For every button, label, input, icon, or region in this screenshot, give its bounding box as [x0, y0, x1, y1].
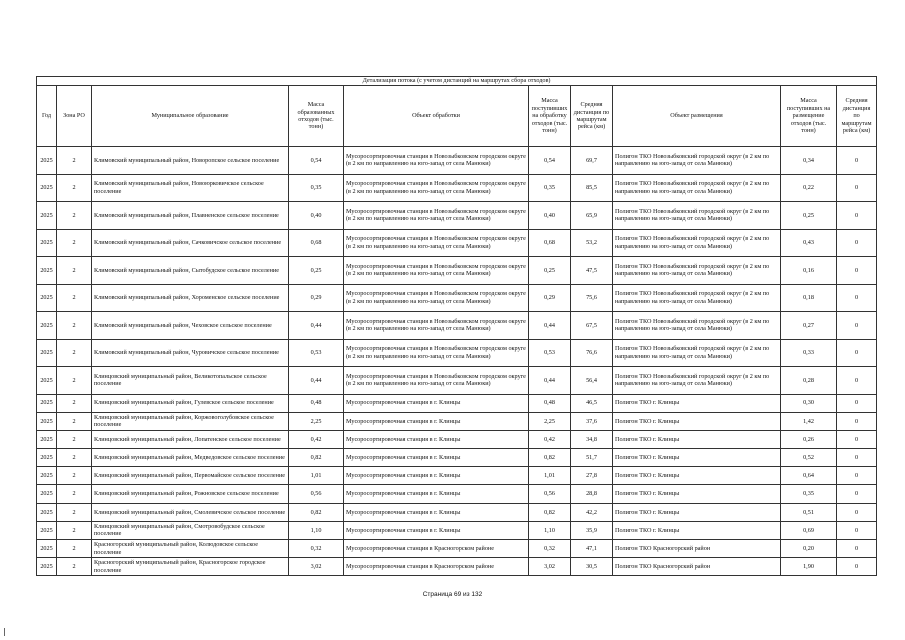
table-cell: 0: [837, 394, 877, 412]
table-cell: Полигон ТКО Новозыбковский городской округ (в 2 км по направлению на юго-запад от села Манюки): [613, 147, 781, 175]
table-cell: 67,5: [571, 312, 613, 340]
table-cell: 35,9: [571, 521, 613, 539]
table-header-row: [37, 86, 877, 147]
table-cell: 1,90: [781, 558, 837, 576]
table-cell: 0,40: [529, 202, 571, 230]
column-header: Средняя дистанция по маршрутам рейса (км): [571, 86, 613, 147]
table-cell: Мусоросортировочная станция в Новозыбковском городском округе (в 2 км по направлению на юго-запад от села Манюки): [344, 202, 529, 230]
table-cell: 2: [57, 174, 92, 202]
table-cell: 0,44: [289, 367, 344, 395]
table-cell: 65,9: [571, 202, 613, 230]
table-cell: 2025: [37, 367, 57, 395]
table-cell: 0,44: [289, 312, 344, 340]
table-cell: 0,54: [289, 147, 344, 175]
table-cell: 0,52: [781, 449, 837, 467]
column-header: Средняя дистанция по маршрутам рейса (км): [837, 86, 877, 147]
table-row: [37, 147, 877, 175]
table-cell: 0: [837, 485, 877, 503]
table-cell: 0,32: [529, 540, 571, 558]
table-cell: 0,54: [529, 147, 571, 175]
table-cell: 0,35: [289, 174, 344, 202]
table-cell: 2: [57, 503, 92, 521]
table-row: [37, 284, 877, 312]
table-cell: Мусоросортировочная станция в Красногорском районе: [344, 540, 529, 558]
column-header: Масса образованных отходов (тыс. тонн): [289, 86, 344, 147]
table-cell: 2025: [37, 485, 57, 503]
table-cell: 0,44: [529, 312, 571, 340]
table-row: [37, 339, 877, 367]
table-cell: 2025: [37, 430, 57, 448]
table-cell: 3,02: [289, 558, 344, 576]
table-cell: 51,7: [571, 449, 613, 467]
table-cell: 2025: [37, 202, 57, 230]
table-cell: 0,20: [781, 540, 837, 558]
table-cell: 0,25: [289, 257, 344, 285]
table-cell: Мусоросортировочная станция в г. Клинцы: [344, 412, 529, 430]
column-header: Год: [37, 86, 57, 147]
table-cell: Клинцовский муниципальный район, Лопатенское сельское поселение: [92, 430, 289, 448]
table-cell: 0,30: [781, 394, 837, 412]
table-cell: 0: [837, 449, 877, 467]
table-cell: 2: [57, 312, 92, 340]
table-cell: 2: [57, 147, 92, 175]
table-cell: 0,82: [289, 503, 344, 521]
table-cell: Мусоросортировочная станция в Новозыбковском городском округе (в 2 км по направлению на юго-запад от села Манюки): [344, 367, 529, 395]
table-cell: 69,7: [571, 147, 613, 175]
table-cell: Полигон ТКО Новозыбковский городской округ (в 2 км по направлению на юго-запад от села Манюки): [613, 339, 781, 367]
table-cell: Полигон ТКО Новозыбковский городской округ (в 2 км по направлению на юго-запад от села Манюки): [613, 284, 781, 312]
table-cell: 34,8: [571, 430, 613, 448]
table-cell: 0,53: [529, 339, 571, 367]
table-cell: 2: [57, 558, 92, 576]
table-cell: 28,8: [571, 485, 613, 503]
table-cell: 0,82: [289, 449, 344, 467]
table-cell: 2025: [37, 229, 57, 257]
table-row: [37, 503, 877, 521]
table-cell: Клинцовский муниципальный район, Гулевское сельское поселение: [92, 394, 289, 412]
table-cell: 0,28: [781, 367, 837, 395]
table-cell: 0,48: [289, 394, 344, 412]
table-cell: 2025: [37, 174, 57, 202]
table-cell: 2025: [37, 412, 57, 430]
table-cell: 76,6: [571, 339, 613, 367]
table-cell: 0,69: [781, 521, 837, 539]
table-cell: 2025: [37, 147, 57, 175]
table-row: [37, 202, 877, 230]
table-cell: 2025: [37, 521, 57, 539]
table-cell: 56,4: [571, 367, 613, 395]
column-header: Объект обработки: [344, 86, 529, 147]
table-cell: 0: [837, 367, 877, 395]
table-cell: Красногорский муниципальный район, Колюдовское сельское поселение: [92, 540, 289, 558]
table-cell: Полигон ТКО Красногорский район: [613, 558, 781, 576]
table-cell: 0: [837, 540, 877, 558]
table-cell: 2: [57, 521, 92, 539]
page-footer: Страница 69 из 132: [422, 591, 483, 598]
table-cell: 2025: [37, 339, 57, 367]
table-cell: Клинцовский муниципальный район, Первомайское сельское поселение: [92, 467, 289, 485]
table-cell: 0,82: [529, 449, 571, 467]
table-cell: Мусоросортировочная станция в г. Клинцы: [344, 394, 529, 412]
table-cell: 0: [837, 339, 877, 367]
table-cell: 2025: [37, 558, 57, 576]
table-cell: 75,6: [571, 284, 613, 312]
table-cell: Клинцовский муниципальный район, Смотровобудское сельское поселение: [92, 521, 289, 539]
table-cell: 2: [57, 467, 92, 485]
table-cell: Клинцовский муниципальный район, Медведовское сельское поселение: [92, 449, 289, 467]
table-cell: Полигон ТКО г. Клинцы: [613, 412, 781, 430]
table-cell: 0: [837, 174, 877, 202]
table-cell: Мусоросортировочная станция в Новозыбковском городском округе (в 2 км по направлению на юго-запад от села Манюки): [344, 339, 529, 367]
table-cell: 0: [837, 312, 877, 340]
table-cell: 0,42: [529, 430, 571, 448]
table-cell: 0: [837, 521, 877, 539]
table-cell: Мусоросортировочная станция в Новозыбковском городском округе (в 2 км по направлению на юго-запад от села Манюки): [344, 229, 529, 257]
table-cell: 37,6: [571, 412, 613, 430]
table-cell: 1,10: [529, 521, 571, 539]
table-cell: 0,25: [529, 257, 571, 285]
table-caption: Детализация потока (с учетом дистанций на маршрутах сбора отходов): [37, 77, 877, 86]
table-cell: 0,35: [529, 174, 571, 202]
table-row: [37, 430, 877, 448]
table-row: [37, 367, 877, 395]
table-cell: Полигон ТКО г. Клинцы: [613, 449, 781, 467]
table-cell: 1,01: [289, 467, 344, 485]
table-cell: 0: [837, 503, 877, 521]
table-cell: Мусоросортировочная станция в г. Клинцы: [344, 485, 529, 503]
table-cell: 2: [57, 284, 92, 312]
column-header: Муниципальное образование: [92, 86, 289, 147]
table-cell: Мусоросортировочная станция в г. Клинцы: [344, 503, 529, 521]
table-cell: Полигон ТКО г. Клинцы: [613, 394, 781, 412]
table-cell: Климовский муниципальный район, Новоюрковичское сельское поселение: [92, 174, 289, 202]
table-cell: 0,29: [289, 284, 344, 312]
table-cell: 2025: [37, 540, 57, 558]
table-cell: Мусоросортировочная станция в Новозыбковском городском округе (в 2 км по направлению на юго-запад от села Манюки): [344, 312, 529, 340]
column-header: Масса поступивших на размещение отходов (тыс. тонн): [781, 86, 837, 147]
table-cell: 2: [57, 449, 92, 467]
table-cell: Климовский муниципальный район, Чеховское сельское поселение: [92, 312, 289, 340]
table-cell: 0,44: [529, 367, 571, 395]
table-row: [37, 394, 877, 412]
table-cell: 2: [57, 394, 92, 412]
table-cell: 53,2: [571, 229, 613, 257]
table-cell: 2: [57, 257, 92, 285]
table-cell: 0: [837, 412, 877, 430]
table-cell: 0,16: [781, 257, 837, 285]
table-cell: 0,51: [781, 503, 837, 521]
table-row: [37, 449, 877, 467]
table-cell: Климовский муниципальный район, Новоропское сельское поселение: [92, 147, 289, 175]
table-cell: Клинцовский муниципальный район, Смолевичское сельское поселение: [92, 503, 289, 521]
table-cell: Мусоросортировочная станция в г. Клинцы: [344, 521, 529, 539]
column-header: Зона РО: [57, 86, 92, 147]
table-cell: 0,43: [781, 229, 837, 257]
table-cell: Клинцовский муниципальный район, Великотопальское сельское поселение: [92, 367, 289, 395]
table-row: [37, 312, 877, 340]
table-cell: 2: [57, 430, 92, 448]
table-cell: Мусоросортировочная станция в г. Клинцы: [344, 467, 529, 485]
table-cell: 0: [837, 558, 877, 576]
table-cell: 0: [837, 147, 877, 175]
table-cell: 1,01: [529, 467, 571, 485]
table-cell: Клинцовский муниципальный район, Коржовоголубовское сельское поселение: [92, 412, 289, 430]
table-cell: 0,53: [289, 339, 344, 367]
table-cell: Полигон ТКО Новозыбковский городской округ (в 2 км по направлению на юго-запад от села Манюки): [613, 257, 781, 285]
table-cell: 47,5: [571, 257, 613, 285]
table-cell: Клинцовский муниципальный район, Рожновское сельское поселение: [92, 485, 289, 503]
table-cell: 2025: [37, 394, 57, 412]
table-cell: 0,42: [289, 430, 344, 448]
table-cell: 0,56: [289, 485, 344, 503]
table-cell: 2: [57, 229, 92, 257]
column-header: Масса поступивших на обработку отходов (тыс. тонн): [529, 86, 571, 147]
table-cell: 0,29: [529, 284, 571, 312]
table-cell: Полигон ТКО Новозыбковский городской округ (в 2 км по направлению на юго-запад от села Манюки): [613, 367, 781, 395]
table-cell: Полигон ТКО Новозыбковский городской округ (в 2 км по направлению на юго-запад от села Манюки): [613, 174, 781, 202]
table-cell: 2025: [37, 449, 57, 467]
table-row: [37, 412, 877, 430]
table-cell: 47,1: [571, 540, 613, 558]
table-cell: 2,25: [289, 412, 344, 430]
table-cell: Полигон ТКО г. Клинцы: [613, 430, 781, 448]
table-cell: 2: [57, 485, 92, 503]
table-cell: Полигон ТКО Новозыбковский городской округ (в 2 км по направлению на юго-запад от села Манюки): [613, 312, 781, 340]
table-cell: 2: [57, 202, 92, 230]
table-cell: 0,22: [781, 174, 837, 202]
table-cell: Мусоросортировочная станция в Новозыбковском городском округе (в 2 км по направлению на юго-запад от села Манюки): [344, 147, 529, 175]
table-cell: 85,5: [571, 174, 613, 202]
table-cell: 0,26: [781, 430, 837, 448]
column-header: Объект размещения: [613, 86, 781, 147]
table-cell: 2: [57, 339, 92, 367]
table-cell: 3,02: [529, 558, 571, 576]
table-cell: Мусоросортировочная станция в Красногорском районе: [344, 558, 529, 576]
table-cell: 0,64: [781, 467, 837, 485]
table-cell: 1,10: [289, 521, 344, 539]
table-cell: Климовский муниципальный район, Чуровичское сельское поселение: [92, 339, 289, 367]
table-cell: 0: [837, 430, 877, 448]
table-cell: 0,35: [781, 485, 837, 503]
table-cell: 0: [837, 284, 877, 312]
table-cell: 2: [57, 367, 92, 395]
table-cell: 42,2: [571, 503, 613, 521]
table-cell: 2: [57, 540, 92, 558]
table-cell: Полигон ТКО г. Клинцы: [613, 485, 781, 503]
table-cell: 2,25: [529, 412, 571, 430]
table-cell: 0,32: [289, 540, 344, 558]
table-cell: 0,68: [529, 229, 571, 257]
table-row: [37, 174, 877, 202]
table-cell: 0,27: [781, 312, 837, 340]
table-cell: 2025: [37, 503, 57, 521]
table-cell: 2025: [37, 257, 57, 285]
table-cell: 0: [837, 257, 877, 285]
table-cell: 27,8: [571, 467, 613, 485]
table-cell: Полигон ТКО г. Клинцы: [613, 503, 781, 521]
table-cell: Мусоросортировочная станция в Новозыбковском городском округе (в 2 км по направлению на юго-запад от села Манюки): [344, 257, 529, 285]
table-row: [37, 558, 877, 576]
table-row: [37, 540, 877, 558]
table-cell: Климовский муниципальный район, Плавненское сельское поселение: [92, 202, 289, 230]
table-cell: 46,5: [571, 394, 613, 412]
table-row: [37, 467, 877, 485]
table-cell: 0: [837, 202, 877, 230]
table-cell: Мусоросортировочная станция в г. Клинцы: [344, 449, 529, 467]
table-cell: Полигон ТКО г. Клинцы: [613, 521, 781, 539]
table-cell: 0,33: [781, 339, 837, 367]
table-cell: Полигон ТКО г. Клинцы: [613, 467, 781, 485]
table-cell: Полигон ТКО Новозыбковский городской округ (в 2 км по направлению на юго-запад от села Манюки): [613, 202, 781, 230]
table-cell: Климовский муниципальный район, Сачковичское сельское поселение: [92, 229, 289, 257]
waste-flow-table: [36, 76, 877, 576]
table-cell: Климовский муниципальный район, Сытобудское сельское поселение: [92, 257, 289, 285]
table-cell: 2025: [37, 284, 57, 312]
table-cell: 2025: [37, 467, 57, 485]
table-cell: Полигон ТКО Красногорский район: [613, 540, 781, 558]
scan-edge-mark: [4, 628, 5, 636]
table-row: [37, 229, 877, 257]
table-cell: Мусоросортировочная станция в Новозыбковском городском округе (в 2 км по направлению на юго-запад от села Манюки): [344, 284, 529, 312]
table-row: [37, 257, 877, 285]
table-cell: Мусоросортировочная станция в г. Клинцы: [344, 430, 529, 448]
table-cell: 30,5: [571, 558, 613, 576]
table-cell: 0,56: [529, 485, 571, 503]
table-cell: Климовский муниципальный район, Хороменское сельское поселение: [92, 284, 289, 312]
table-cell: 0,25: [781, 202, 837, 230]
table-body: [37, 147, 877, 576]
table-cell: 2: [57, 412, 92, 430]
table-cell: 0,68: [289, 229, 344, 257]
table-cell: 0,48: [529, 394, 571, 412]
table-cell: 0: [837, 467, 877, 485]
table-cell: 0,82: [529, 503, 571, 521]
table-cell: 0,18: [781, 284, 837, 312]
table-cell: Красногорский муниципальный район, Красногорское городское поселение: [92, 558, 289, 576]
table-cell: 0: [837, 229, 877, 257]
table-row: [37, 521, 877, 539]
table-cell: 1,42: [781, 412, 837, 430]
table-cell: 0,34: [781, 147, 837, 175]
table-cell: 2025: [37, 312, 57, 340]
table-cell: Мусоросортировочная станция в Новозыбковском городском округе (в 2 км по направлению на юго-запад от села Манюки): [344, 174, 529, 202]
table-cell: 0,40: [289, 202, 344, 230]
table-row: [37, 485, 877, 503]
table-cell: Полигон ТКО Новозыбковский городской округ (в 2 км по направлению на юго-запад от села Манюки): [613, 229, 781, 257]
